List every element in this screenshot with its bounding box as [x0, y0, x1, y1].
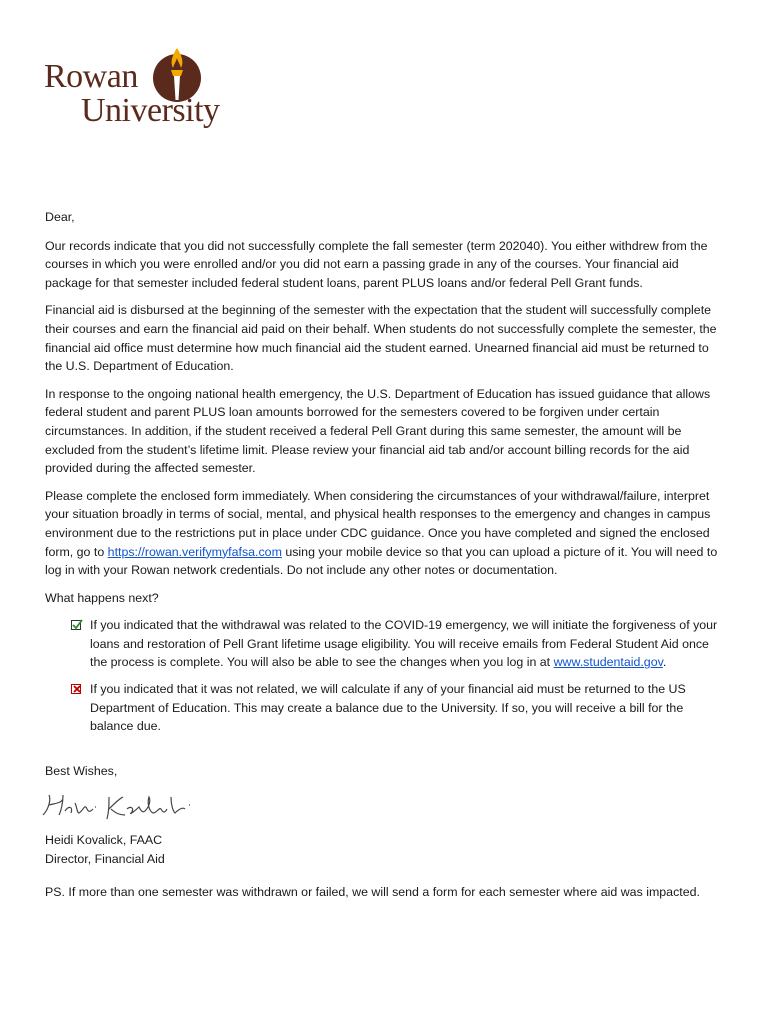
- instructions-text: Please complete the enclosed form immediately. When considering the circumstances of your withdrawal/failure, interpret your situation broadly in terms of social, mental, and physical health responses to the emergency and changes in campus environment due to the restrictions put in place under CDC guidance. Once you have completed and signed the enclosed form, go to: [45, 488, 711, 559]
- bullet-not-related-text: If you indicated that it was not related, we will calculate if any of your financial aid must be returned to the US Department of Education. This may create a balance due to the University. If so, you will receive a bill for the balance due.: [90, 682, 686, 734]
- list-item: [45, 680, 725, 736]
- closing: Best Wishes,: [45, 763, 118, 778]
- handwritten-signature: [39, 789, 725, 825]
- paragraph-health-emergency: In response to the ongoing national health emergency, the U.S. Department of Education has issued guidance that allows federal student and parent PLUS loan amounts borrowed for the semesters covered to be forgiven under certain circumstances. In addition, if the student received a federal Pell Grant during this same semester, the amount will be excluded from the student’s lifetime limit. Please review your financial aid tab and/or account billing records for the aid provided during the affected semester.: [45, 386, 711, 476]
- paragraph-disbursement: Financial aid is disbursed at the beginning of the semester with the expectation that the student will successfully complete their courses and earn the financial aid paid on their behalf. When students do not successfully complete the semester, the financial aid office must determine how much financial aid the student earned. Unearned financial aid must be returned to the U.S. Department of Education.: [45, 303, 717, 374]
- signer-title: Director, Financial Aid: [45, 852, 165, 867]
- outcome-list: [45, 616, 725, 736]
- next-heading: What happens next?: [45, 590, 159, 605]
- signer-name: Heidi Kovalick, FAAC: [45, 833, 163, 848]
- paragraph-instructions: [45, 487, 725, 580]
- signature-icon: [39, 789, 209, 825]
- bullet-related-end: .: [662, 655, 667, 670]
- bullet-related-text: If you indicated that the withdrawal was related to the COVID-19 emergency, we will initiate the forgiveness of your loans and restoration of Pell Grant lifetime usage eligibility. You will receive emails from Federal Student Aid once the process is complete. You will also be able to see the changes when you log in at: [90, 618, 718, 670]
- postscript: PS. If more than one semester was withdrawn or failed, we will send a form for each semester where aid was impacted.: [45, 884, 700, 899]
- signer-block: [45, 831, 725, 868]
- verifymyfafsa-link[interactable]: https://rowan.verifymyfafsa.com: [107, 544, 282, 559]
- greeting: Dear,: [45, 210, 75, 224]
- logo-university-text: University: [81, 92, 220, 129]
- instructions-text-end: using your mobile device so that you can upload a picture of it. You will need to log in with your Rowan network credentials. Do not include any other notes or documentation.: [45, 544, 718, 578]
- paragraph-records: Our records indicate that you did not successfully complete the fall semester (term 202040). You either withdrew from the courses in which you were enrolled and/or you did not earn a passing grade in any of the courses. Your financial aid package for that semester included federal student loans, parent PLUS loans and/or federal Pell Grant funds.: [45, 238, 708, 290]
- list-item: [45, 616, 725, 672]
- checkbox-checked-icon: [71, 620, 81, 630]
- letter-body: [45, 208, 725, 910]
- logo-rowan-text: Rowan: [44, 58, 138, 95]
- rowan-university-logo: [44, 44, 234, 134]
- checkbox-cross-icon: [71, 684, 81, 694]
- studentaid-link[interactable]: www.studentaid.gov: [553, 655, 663, 670]
